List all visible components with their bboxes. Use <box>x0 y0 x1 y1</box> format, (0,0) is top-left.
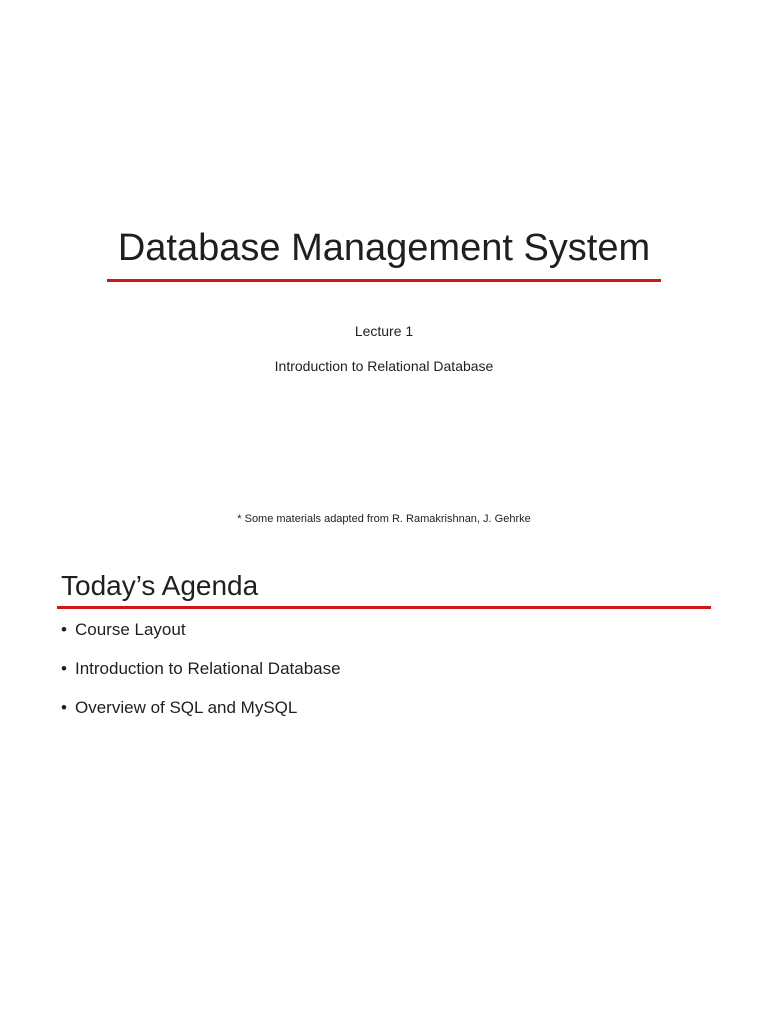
list-item <box>61 618 341 642</box>
list-item <box>61 657 341 681</box>
lecture-topic: Introduction to Relational Database <box>274 358 494 374</box>
title-underline <box>107 279 661 282</box>
agenda-list <box>61 618 341 735</box>
bullet-icon: • <box>61 659 67 678</box>
credit-note: * Some materials adapted from R. Ramakrishnan, J. Gehrke <box>237 513 531 525</box>
list-item <box>61 696 341 720</box>
agenda-slide <box>0 560 768 1024</box>
slide-title: Database Management System <box>117 227 651 269</box>
agenda-item-label: Overview of SQL and MySQL <box>75 698 298 717</box>
agenda-item-label: Introduction to Relational Database <box>75 659 341 678</box>
agenda-title: Today’s Agenda <box>61 570 259 601</box>
bullet-icon: • <box>61 620 67 639</box>
bullet-icon: • <box>61 698 67 717</box>
agenda-underline <box>57 606 711 609</box>
lecture-number: Lecture 1 <box>354 323 414 339</box>
agenda-item-label: Course Layout <box>75 620 186 639</box>
